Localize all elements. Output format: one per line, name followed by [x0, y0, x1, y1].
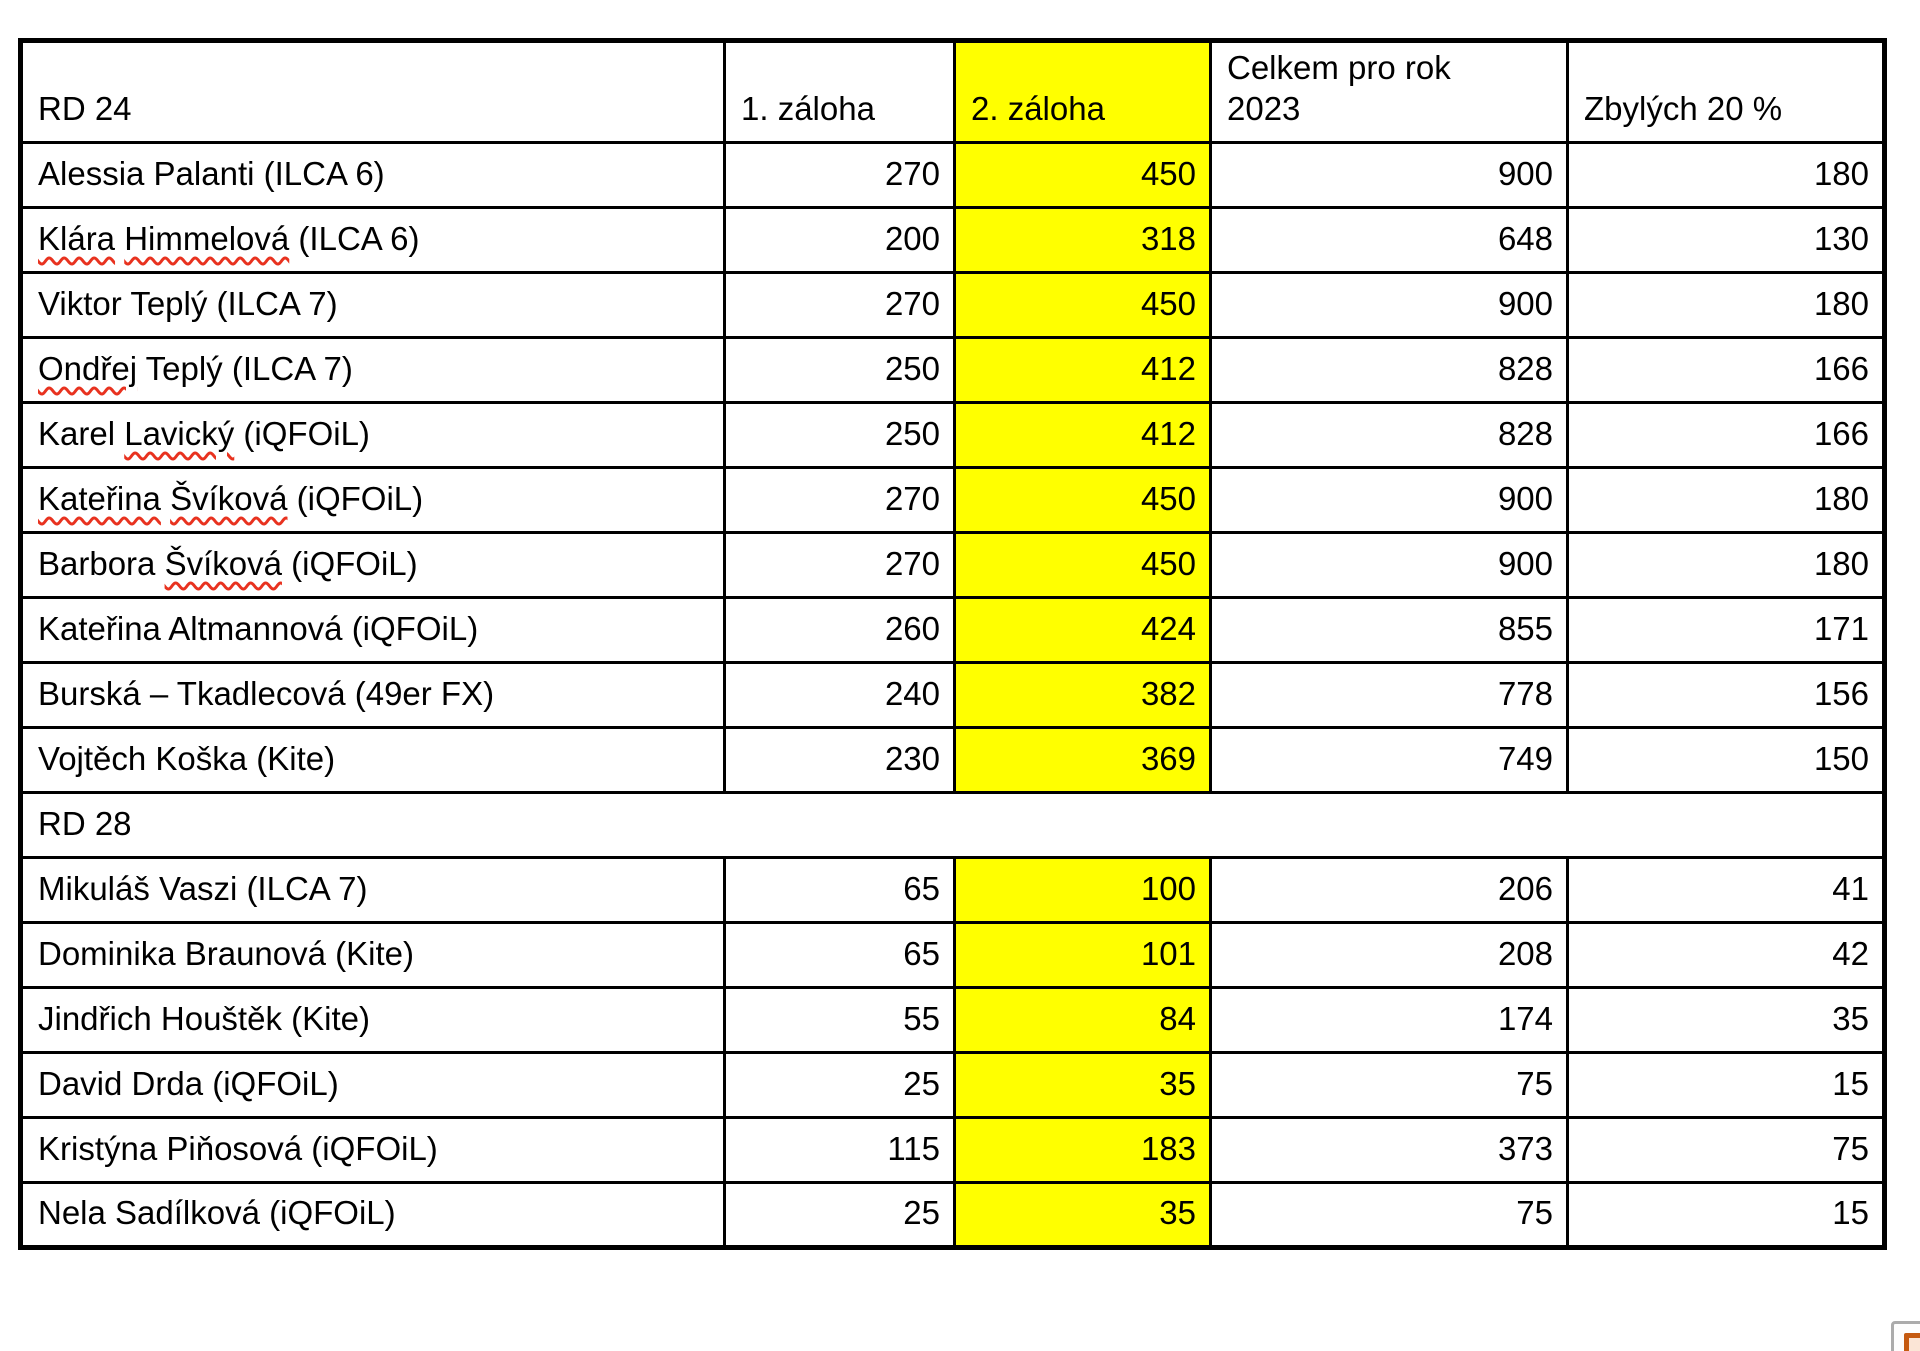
zaloha1-cell: 250 [725, 337, 955, 402]
zaloha2-cell: 101 [955, 922, 1211, 987]
name-text: (iQFOiL) [287, 480, 424, 518]
player-name-cell [21, 272, 725, 337]
rest-cell: 156 [1568, 662, 1885, 727]
misspelled-word: Ondřej [38, 350, 138, 388]
zaloha1-cell: 55 [725, 987, 955, 1052]
rest-cell: 150 [1568, 727, 1885, 792]
player-name-cell [21, 1182, 725, 1247]
table-row [21, 662, 1885, 727]
paste-options-icon[interactable] [1891, 1321, 1920, 1351]
player-name-cell [21, 337, 725, 402]
table-row [21, 727, 1885, 792]
clipboard-glyph [1904, 1333, 1920, 1351]
rest-cell: 35 [1568, 987, 1885, 1052]
total-cell: 206 [1211, 857, 1568, 922]
table-row [21, 402, 1885, 467]
zaloha2-cell: 450 [955, 142, 1211, 207]
player-name-cell [21, 142, 725, 207]
header-row [21, 41, 1885, 143]
rest-cell: 180 [1568, 532, 1885, 597]
zaloha1-cell: 250 [725, 402, 955, 467]
rest-cell: 75 [1568, 1117, 1885, 1182]
table-row [21, 1052, 1885, 1117]
name-text [161, 480, 170, 517]
total-cell: 75 [1211, 1052, 1568, 1117]
zaloha1-cell: 270 [725, 142, 955, 207]
name-text: Vojtěch Koška (Kite) [38, 740, 336, 778]
zaloha1-cell: 115 [725, 1117, 955, 1182]
total-cell: 828 [1211, 337, 1568, 402]
player-name-cell [21, 402, 725, 467]
section-rd28-header [21, 792, 1885, 857]
zaloha2-cell: 450 [955, 272, 1211, 337]
name-text: (iQFOiL) [281, 545, 418, 583]
zaloha1-cell: 25 [725, 1052, 955, 1117]
zaloha2-cell: 412 [955, 402, 1211, 467]
table-row [21, 142, 1885, 207]
total-cell: 373 [1211, 1117, 1568, 1182]
rest-cell: 171 [1568, 597, 1885, 662]
rest-cell: 15 [1568, 1182, 1885, 1247]
name-text: Burská – Tkadlecová (49er FX) [38, 675, 495, 713]
section-rd24-rows [21, 142, 1885, 792]
name-text: Kateřina Altmannová (iQFOiL) [38, 610, 479, 648]
name-text: Dominika Braunová (Kite) [38, 935, 414, 973]
rest-cell: 166 [1568, 402, 1885, 467]
player-name-cell [21, 1117, 725, 1182]
name-text: Kristýna Piňosová (iQFOiL) [38, 1130, 438, 1168]
zaloha1-cell: 65 [725, 857, 955, 922]
misspelled-word: Švíková [164, 545, 282, 583]
section-label-rd28: RD 28 [21, 792, 1885, 857]
total-cell: 208 [1211, 922, 1568, 987]
name-text: David Drda (iQFOiL) [38, 1065, 339, 1103]
name-text: Mikuláš Vaszi (ILCA 7) [38, 870, 368, 908]
total-cell: 900 [1211, 467, 1568, 532]
player-name-cell [21, 922, 725, 987]
table-row [21, 597, 1885, 662]
name-text: Jindřich Houštěk (Kite) [38, 1000, 370, 1038]
player-name-cell [21, 987, 725, 1052]
zaloha2-cell: 100 [955, 857, 1211, 922]
name-text: Teplý (ILCA 7) [137, 350, 353, 388]
name-text: (ILCA 6) [289, 220, 420, 258]
table-row [21, 987, 1885, 1052]
misspelled-word: Švíková [170, 480, 288, 518]
player-name-cell [21, 597, 725, 662]
name-text: (iQFOiL) [234, 415, 370, 453]
table-row [21, 272, 1885, 337]
table-row [21, 467, 1885, 532]
player-name-cell [21, 467, 725, 532]
section-row [21, 792, 1885, 857]
zaloha2-cell: 35 [955, 1052, 1211, 1117]
total-cell: 648 [1211, 207, 1568, 272]
total-cell: 900 [1211, 142, 1568, 207]
table-row [21, 922, 1885, 987]
payments-table [18, 38, 1887, 1250]
misspelled-word: Klára [38, 220, 116, 258]
rest-cell: 180 [1568, 467, 1885, 532]
table-row [21, 1117, 1885, 1182]
zaloha2-cell: 412 [955, 337, 1211, 402]
misspelled-word: Himmelová [124, 220, 290, 258]
zaloha1-cell: 270 [725, 532, 955, 597]
misspelled-word: Lavický [124, 415, 235, 453]
name-text [115, 220, 124, 257]
misspelled-word: Kateřina [38, 480, 161, 518]
player-name-cell [21, 207, 725, 272]
table-row [21, 207, 1885, 272]
rest-cell: 180 [1568, 272, 1885, 337]
name-text: Barbora [38, 545, 165, 583]
player-name-cell [21, 532, 725, 597]
zaloha1-cell: 25 [725, 1182, 955, 1247]
total-cell: 749 [1211, 727, 1568, 792]
name-text: Nela Sadílková (iQFOiL) [38, 1194, 396, 1232]
section-rd28-rows [21, 857, 1885, 1247]
zaloha2-cell: 424 [955, 597, 1211, 662]
zaloha1-cell: 240 [725, 662, 955, 727]
table-header [21, 41, 1885, 143]
table-row [21, 857, 1885, 922]
total-cell: 174 [1211, 987, 1568, 1052]
player-name-cell [21, 727, 725, 792]
rest-cell: 42 [1568, 922, 1885, 987]
column-header-total [1211, 41, 1568, 143]
rest-cell: 166 [1568, 337, 1885, 402]
player-name-cell [21, 857, 725, 922]
total-cell: 900 [1211, 272, 1568, 337]
total-cell: 828 [1211, 402, 1568, 467]
column-header-total-label: Celkem pro rok 2023 [1227, 49, 1451, 128]
zaloha2-cell: 450 [955, 532, 1211, 597]
column-header-rd24: RD 24 [21, 41, 725, 143]
rest-cell: 15 [1568, 1052, 1885, 1117]
table-row [21, 532, 1885, 597]
zaloha2-cell: 369 [955, 727, 1211, 792]
total-cell: 855 [1211, 597, 1568, 662]
table-row [21, 1182, 1885, 1247]
column-header-rest: Zbylých 20 % [1568, 41, 1885, 143]
total-cell: 778 [1211, 662, 1568, 727]
rest-cell: 180 [1568, 142, 1885, 207]
name-text: Viktor Teplý (ILCA 7) [38, 285, 338, 323]
zaloha1-cell: 260 [725, 597, 955, 662]
player-name-cell [21, 662, 725, 727]
column-header-zaloha1: 1. záloha [725, 41, 955, 143]
zaloha1-cell: 65 [725, 922, 955, 987]
zaloha1-cell: 270 [725, 272, 955, 337]
player-name-cell [21, 1052, 725, 1117]
zaloha1-cell: 200 [725, 207, 955, 272]
name-text: Karel [38, 415, 125, 453]
zaloha2-cell: 382 [955, 662, 1211, 727]
zaloha2-cell: 318 [955, 207, 1211, 272]
zaloha2-cell: 35 [955, 1182, 1211, 1247]
zaloha2-cell: 450 [955, 467, 1211, 532]
rest-cell: 41 [1568, 857, 1885, 922]
rest-cell: 130 [1568, 207, 1885, 272]
zaloha2-cell: 84 [955, 987, 1211, 1052]
zaloha1-cell: 270 [725, 467, 955, 532]
table-row [21, 337, 1885, 402]
total-cell: 900 [1211, 532, 1568, 597]
zaloha1-cell: 230 [725, 727, 955, 792]
column-header-zaloha2: 2. záloha [955, 41, 1211, 143]
total-cell: 75 [1211, 1182, 1568, 1247]
name-text: Alessia Palanti (ILCA 6) [38, 155, 385, 193]
zaloha2-cell: 183 [955, 1117, 1211, 1182]
